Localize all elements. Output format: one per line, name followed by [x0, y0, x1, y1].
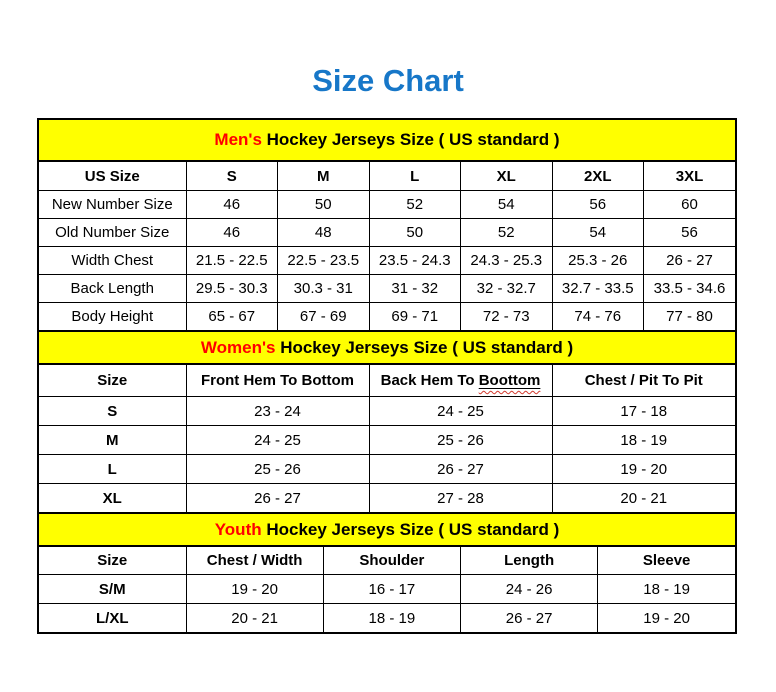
- size-value-cell: 22.5 - 23.5: [278, 247, 370, 275]
- column-header: US Size: [39, 162, 186, 191]
- size-value-cell: 23 - 24: [186, 397, 369, 426]
- table-row: [39, 247, 735, 275]
- size-value-cell: 32.7 - 33.5: [552, 275, 644, 303]
- column-header: Front Hem To Bottom: [186, 365, 369, 397]
- row-label: Back Length: [39, 275, 186, 303]
- column-header: XL: [461, 162, 553, 191]
- column-header: Chest / Pit To Pit: [552, 365, 735, 397]
- size-value-cell: 24.3 - 25.3: [461, 247, 553, 275]
- table-header-row: [39, 365, 735, 397]
- size-value-cell: 21.5 - 22.5: [186, 247, 278, 275]
- size-value-cell: 56: [644, 219, 736, 247]
- size-chart: [37, 118, 737, 634]
- column-header-prefix: Back Hem To: [380, 372, 479, 389]
- column-header: Shoulder: [323, 547, 460, 575]
- column-header: [369, 365, 552, 397]
- size-value-cell: 50: [369, 219, 461, 247]
- size-value-cell: 17 - 18: [552, 397, 735, 426]
- size-value-cell: 19 - 20: [186, 575, 323, 604]
- size-value-cell: 24 - 26: [461, 575, 598, 604]
- row-label: S: [39, 397, 186, 426]
- womens-highlight: Women's: [200, 338, 276, 357]
- size-value-cell: 48: [278, 219, 370, 247]
- size-value-cell: 32 - 32.7: [461, 275, 553, 303]
- column-header: 2XL: [552, 162, 644, 191]
- table-row: [39, 426, 735, 455]
- size-value-cell: 50: [278, 191, 370, 219]
- row-label: Old Number Size: [39, 219, 186, 247]
- size-value-cell: 25 - 26: [186, 455, 369, 484]
- size-value-cell: 54: [552, 219, 644, 247]
- size-value-cell: 30.3 - 31: [278, 275, 370, 303]
- mens-section-header: [39, 120, 735, 162]
- size-value-cell: 20 - 21: [186, 604, 323, 633]
- table-row: [39, 219, 735, 247]
- column-header: M: [278, 162, 370, 191]
- womens-header-text: Hockey Jerseys Size ( US standard ): [275, 338, 574, 357]
- column-header: Length: [461, 547, 598, 575]
- size-value-cell: 67 - 69: [278, 303, 370, 331]
- size-value-cell: 31 - 32: [369, 275, 461, 303]
- row-label: L: [39, 455, 186, 484]
- size-value-cell: 56: [552, 191, 644, 219]
- size-value-cell: 77 - 80: [644, 303, 736, 331]
- size-value-cell: 27 - 28: [369, 484, 552, 513]
- table-row: [39, 397, 735, 426]
- size-value-cell: 65 - 67: [186, 303, 278, 331]
- row-label: New Number Size: [39, 191, 186, 219]
- size-value-cell: 18 - 19: [323, 604, 460, 633]
- size-value-cell: 33.5 - 34.6: [644, 275, 736, 303]
- youth-section-header: [39, 512, 735, 547]
- table-row: [39, 191, 735, 219]
- row-label: Width Chest: [39, 247, 186, 275]
- row-label: Body Height: [39, 303, 186, 331]
- size-value-cell: 52: [461, 219, 553, 247]
- size-value-cell: 24 - 25: [369, 397, 552, 426]
- youth-header-text: Hockey Jerseys Size ( US standard ): [261, 520, 560, 539]
- table-row: [39, 455, 735, 484]
- size-value-cell: 26 - 27: [369, 455, 552, 484]
- youth-size-table: [39, 547, 735, 632]
- table-row: [39, 604, 735, 633]
- column-header: Sleeve: [598, 547, 735, 575]
- row-label: XL: [39, 484, 186, 513]
- mens-highlight: Men's: [214, 130, 262, 149]
- size-value-cell: 18 - 19: [598, 575, 735, 604]
- column-header: S: [186, 162, 278, 191]
- column-header: L: [369, 162, 461, 191]
- size-value-cell: 46: [186, 219, 278, 247]
- size-value-cell: 16 - 17: [323, 575, 460, 604]
- size-value-cell: 24 - 25: [186, 426, 369, 455]
- size-value-cell: 46: [186, 191, 278, 219]
- table-row: [39, 575, 735, 604]
- size-value-cell: 26 - 27: [461, 604, 598, 633]
- size-value-cell: 23.5 - 24.3: [369, 247, 461, 275]
- size-value-cell: 19 - 20: [598, 604, 735, 633]
- table-header-row: [39, 162, 735, 191]
- size-value-cell: 60: [644, 191, 736, 219]
- size-value-cell: 54: [461, 191, 553, 219]
- column-header: Size: [39, 365, 186, 397]
- mens-header-text: Hockey Jerseys Size ( US standard ): [261, 130, 560, 149]
- mens-size-table: [39, 162, 735, 330]
- column-header: Chest / Width: [186, 547, 323, 575]
- misspelled-word: Boottom: [478, 372, 541, 389]
- table-row: [39, 275, 735, 303]
- size-value-cell: 20 - 21: [552, 484, 735, 513]
- row-label: L/XL: [39, 604, 186, 633]
- size-value-cell: 26 - 27: [186, 484, 369, 513]
- size-value-cell: 19 - 20: [552, 455, 735, 484]
- page-title: Size Chart: [312, 63, 464, 98]
- table-header-row: [39, 547, 735, 575]
- column-header: Size: [39, 547, 186, 575]
- size-value-cell: 26 - 27: [644, 247, 736, 275]
- misspelled-word-underline: [479, 372, 541, 389]
- row-label: M: [39, 426, 186, 455]
- size-value-cell: 29.5 - 30.3: [186, 275, 278, 303]
- youth-highlight: Youth: [214, 520, 262, 539]
- column-header: 3XL: [644, 162, 736, 191]
- table-row: [39, 303, 735, 331]
- size-value-cell: 25 - 26: [369, 426, 552, 455]
- size-value-cell: 72 - 73: [461, 303, 553, 331]
- size-value-cell: 18 - 19: [552, 426, 735, 455]
- table-row: [39, 484, 735, 513]
- size-value-cell: 52: [369, 191, 461, 219]
- size-value-cell: 74 - 76: [552, 303, 644, 331]
- size-value-cell: 25.3 - 26: [552, 247, 644, 275]
- row-label: S/M: [39, 575, 186, 604]
- womens-size-table: [39, 365, 735, 512]
- size-value-cell: 69 - 71: [369, 303, 461, 331]
- womens-section-header: [39, 330, 735, 365]
